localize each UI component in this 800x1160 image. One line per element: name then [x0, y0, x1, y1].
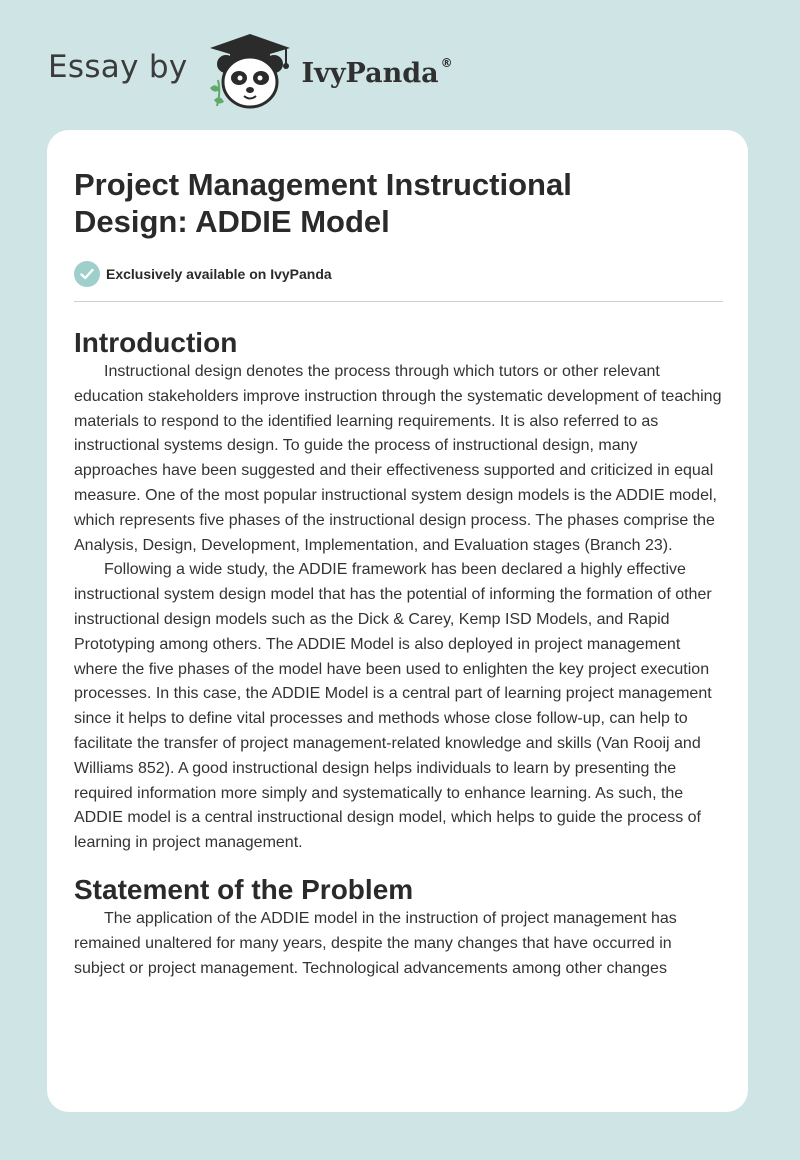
paragraph: Instructional design denotes the process through which tutors or other relevant education stakeholders improve instruction through the systematic development of teaching materials to respond to the identified learning requirements. It is also referred to as instructional systems design. To guide the process of instructional design, many approaches have been suggested and their effectiveness supported and criticized in equal measure. One of the most popular instructional system design models is the ADDIE model, which represents five phases of the instructional design process. The phases comprise the Analysis, Design, Development, Implementation, and Evaluation stages (Branch 23).: [74, 363, 722, 554]
ivypanda-logo[interactable]: [202, 30, 298, 110]
registered-mark: ®: [440, 55, 453, 70]
exclusive-badge-text: Exclusively available on IvyPanda: [106, 266, 332, 282]
check-circle-icon: [74, 261, 100, 287]
panda-graduate-logo-icon: [202, 30, 298, 110]
title-divider: [74, 301, 723, 302]
essay-title: Project Management Instructional Design: ADDIE Model: [74, 167, 572, 239]
section-heading-statement-of-problem: Statement of the Problem: [74, 873, 414, 905]
brand-name: [301, 55, 453, 89]
brand-name-text: IvyPanda: [301, 57, 439, 89]
site-header: [48, 30, 453, 110]
essay-card: [47, 130, 748, 1112]
exclusive-badge: [74, 261, 722, 287]
paragraph: The application of the ADDIE model in the instruction of project management has remained unaltered for many years, despite the many changes that have occurred in subject or project management. Technological advancements among other changes: [74, 909, 677, 977]
essay-by-label: Essay by: [48, 49, 188, 85]
paragraph: Following a wide study, the ADDIE framework has been declared a highly effective instructional system design model that has the potential of informing the formation of other instructional design models such as the Dick & Carey, Kemp ISD Models, and Rapid Prototyping among others. The ADDIE Model is also deployed in project management where the five phases of the model have been used to enlighten the key project execution processes. In this case, the ADDIE Model is a central part of learning project management since it helps to define vital processes and methods whose close follow-up, can help to facilitate the transfer of project management-related knowledge and skills (Van Rooij and Williams 852). A good instructional design helps individuals to learn by presenting the required information more simply and systematically to enhance learning. As such, the ADDIE model is a central instructional design model, which helps to guide the process of learning in project management.: [74, 561, 712, 852]
section-heading-introduction: Introduction: [74, 327, 238, 358]
